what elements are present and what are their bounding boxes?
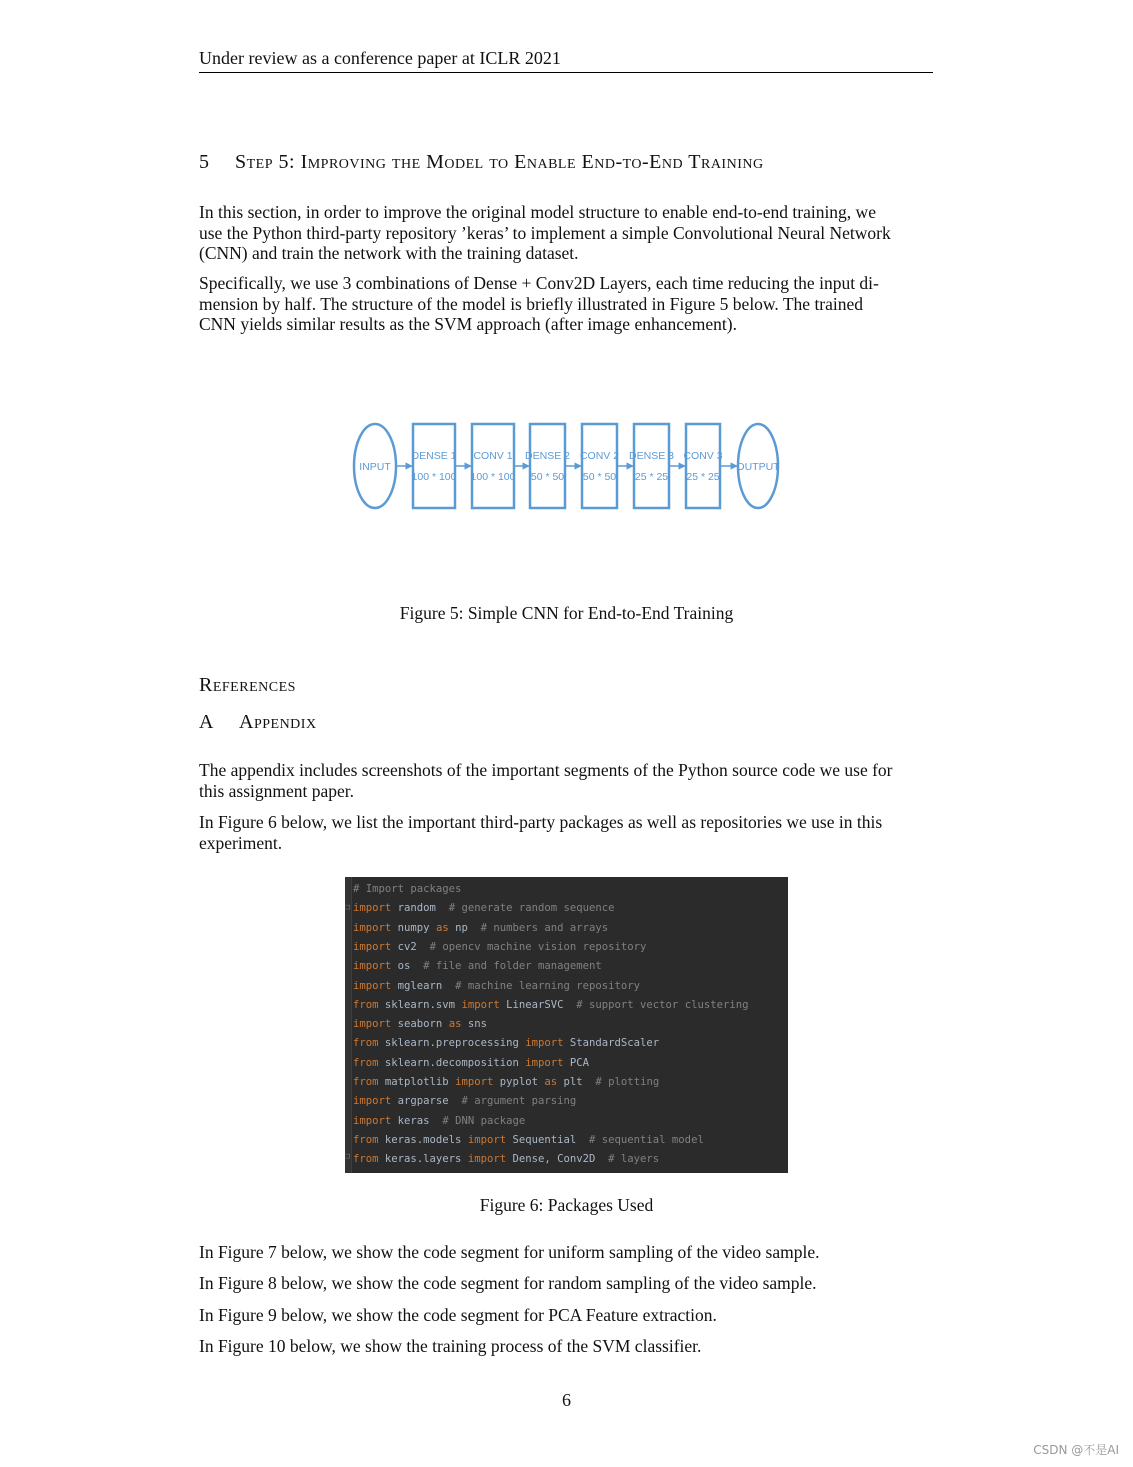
section-5-paragraph-1 <box>199 202 933 264</box>
code-token: import <box>461 998 500 1011</box>
code-line <box>353 1073 659 1092</box>
code-token: # layers <box>608 1153 660 1166</box>
code-token: # file and folder management <box>423 960 602 973</box>
code-line <box>353 919 608 938</box>
code-token: from <box>353 1133 379 1146</box>
code-line <box>353 1150 659 1169</box>
references-heading: References <box>199 674 296 696</box>
code-token: cv2 <box>391 940 430 953</box>
code-token: matplotlib <box>378 1076 456 1088</box>
figure-5-caption: Figure 5: Simple CNN for End-to-End Training <box>399 603 734 623</box>
page-number: 6 <box>562 1390 571 1410</box>
code-token: # support vector clustering <box>576 998 749 1011</box>
output-node-label: OUTPUT <box>736 461 780 473</box>
code-token: pyplot <box>493 1076 545 1088</box>
code-token: import <box>353 979 392 992</box>
appendix-paragraph-1 <box>199 760 933 801</box>
running-header: Under review as a conference paper at ICLR 2021 <box>199 48 933 73</box>
layer-3-name: DENSE 2 <box>525 450 570 462</box>
code-line <box>353 1112 525 1131</box>
code-token: import <box>353 940 392 953</box>
code-token: # DNN package <box>442 1114 526 1127</box>
layer-node-conv-3 <box>686 424 720 508</box>
code-screenshot <box>345 877 788 1173</box>
code-token: # argument parsing <box>461 1095 577 1108</box>
layer-1-name: DENSE 1 <box>411 450 457 462</box>
code-token: numpy <box>391 921 436 934</box>
code-token: sklearn.decomposition <box>378 1056 526 1069</box>
code-token: keras.models <box>378 1133 468 1146</box>
code-token: keras.layers <box>378 1153 468 1166</box>
fold-marker-icon: ⊐ <box>345 903 351 913</box>
code-token: # sequential model <box>589 1133 704 1146</box>
code-token: as <box>448 1018 462 1031</box>
code-line <box>353 899 615 918</box>
code-token: as <box>435 921 449 934</box>
code-token: random <box>391 902 449 915</box>
paragraph-line: this assignment paper. <box>199 780 355 801</box>
closing-paragraph-1: In Figure 7 below, we show the code segment for uniform sampling of the video sample. <box>199 1242 820 1262</box>
code-token: StandardScaler <box>563 1037 660 1050</box>
code-token: import <box>353 960 392 973</box>
code-token: import <box>353 1114 392 1127</box>
code-token: import <box>525 1056 564 1069</box>
code-line <box>353 1131 704 1150</box>
paragraph-line: In Figure 6 below, we list the important third-party packages as well as repositories we use in this <box>199 812 883 832</box>
section-5-title: Step 5: Improving the Model to Enable End-to-End Training <box>235 151 764 173</box>
code-token: from <box>353 1037 379 1050</box>
figure-6-caption: Figure 6: Packages Used <box>479 1195 654 1215</box>
layer-5-name: DENSE 3 <box>629 450 674 462</box>
paragraph-line: CNN yields similar results as the SVM approach (after image enhancement). <box>199 314 737 334</box>
code-token: sklearn.svm <box>378 998 462 1011</box>
code-token: from <box>353 998 379 1011</box>
code-token: np <box>448 921 481 934</box>
code-line <box>353 1054 589 1073</box>
code-gutter <box>345 877 352 1173</box>
layer-3-dim: 50 * 50 <box>530 471 565 483</box>
code-token: # numbers and arrays <box>480 921 609 934</box>
code-token: from <box>353 1153 379 1166</box>
layer-node-dense-3 <box>634 424 669 508</box>
code-token: os <box>391 960 424 973</box>
code-token: plt <box>557 1076 596 1088</box>
code-token: # opencv machine vision repository <box>429 940 647 953</box>
code-token: argparse <box>391 1095 462 1108</box>
code-token: from <box>353 1076 379 1088</box>
code-token: import <box>353 902 392 915</box>
paragraph-line: mension by half. The structure of the model is briefly illustrated in Figure 5 below. The trained <box>199 293 864 314</box>
appendix-heading <box>199 711 317 734</box>
input-node-label: INPUT <box>359 461 391 473</box>
closing-paragraph-2: In Figure 8 below, we show the code segment for random sampling of the video sample. <box>199 1273 817 1293</box>
watermark: CSDN @不是AI <box>1033 1443 1119 1457</box>
section-5-paragraph-2 <box>199 273 933 335</box>
code-token: import <box>455 1076 494 1088</box>
appendix-paragraph-2 <box>199 812 933 853</box>
layer-6-name: CONV 3 <box>683 450 723 462</box>
code-line <box>353 1092 576 1111</box>
code-token: seaborn <box>391 1018 449 1031</box>
code-token: # Import packages <box>353 883 462 895</box>
code-token: import <box>353 921 392 934</box>
code-token: PCA <box>563 1056 590 1069</box>
code-line <box>353 957 602 976</box>
paragraph-line: use the Python third-party repository ’keras’ to implement a simple Convolutional Neural Network <box>199 222 891 243</box>
code-token: as <box>544 1076 558 1088</box>
code-line <box>353 1034 659 1053</box>
layer-node-dense-1 <box>413 424 455 508</box>
layer-4-dim: 50 * 50 <box>582 471 617 483</box>
layer-1-dim: 100 * 100 <box>411 471 457 483</box>
layer-node-dense-2 <box>530 424 565 508</box>
code-token: import <box>525 1037 564 1050</box>
paragraph-line: (CNN) and train the network with the training dataset. <box>199 243 579 263</box>
layer-5-dim: 25 * 25 <box>634 471 669 483</box>
code-token: import <box>467 1133 507 1146</box>
appendix-title: Appendix <box>239 711 317 733</box>
layer-2-name: CONV 1 <box>473 450 513 462</box>
code-token: LinearSVC <box>499 998 577 1011</box>
code-token: from <box>353 1056 379 1069</box>
code-line <box>353 880 461 899</box>
paragraph-line: The appendix includes screenshots of the important segments of the Python source code we use for <box>199 760 893 780</box>
code-token: Dense, Conv2D <box>506 1153 609 1166</box>
paragraph-line: experiment. <box>199 832 283 853</box>
code-line <box>353 996 748 1015</box>
layer-2-dim: 100 * 100 <box>470 471 516 483</box>
code-line <box>353 1015 487 1034</box>
layer-4-name: CONV 2 <box>579 450 620 462</box>
code-token: sklearn.preprocessing <box>378 1037 526 1050</box>
cnn-architecture-diagram <box>350 418 782 514</box>
code-token: import <box>467 1153 507 1166</box>
closing-paragraph-3: In Figure 9 below, we show the code segment for PCA Feature extraction. <box>199 1305 717 1325</box>
code-token: keras <box>391 1114 443 1127</box>
code-token: # plotting <box>595 1076 660 1088</box>
section-5-heading <box>199 151 764 174</box>
code-token: sns <box>461 1018 487 1031</box>
code-line <box>353 977 640 996</box>
code-token: mglearn <box>391 979 456 992</box>
section-5-number: 5 <box>199 151 210 173</box>
code-token: import <box>353 1018 392 1031</box>
fold-marker-icon: ⊐ <box>345 1152 351 1162</box>
layer-node-conv-1 <box>472 424 514 508</box>
code-token: # machine learning repository <box>455 979 641 992</box>
layer-6-dim: 25 * 25 <box>686 471 720 483</box>
paragraph-line: Specifically, we use 3 combinations of Dense + Conv2D Layers, each time reducing the input di- <box>199 273 879 293</box>
code-line <box>353 938 646 957</box>
code-token: import <box>353 1095 392 1108</box>
closing-paragraph-4: In Figure 10 below, we show the training process of the SVM classifier. <box>199 1336 702 1356</box>
code-token: # generate random sequence <box>448 902 615 915</box>
appendix-letter: A <box>199 711 214 733</box>
paragraph-line: In this section, in order to improve the original model structure to enable end-to-end training, we <box>199 202 876 222</box>
code-token: Sequential <box>506 1133 590 1146</box>
layer-node-conv-2 <box>579 424 620 508</box>
